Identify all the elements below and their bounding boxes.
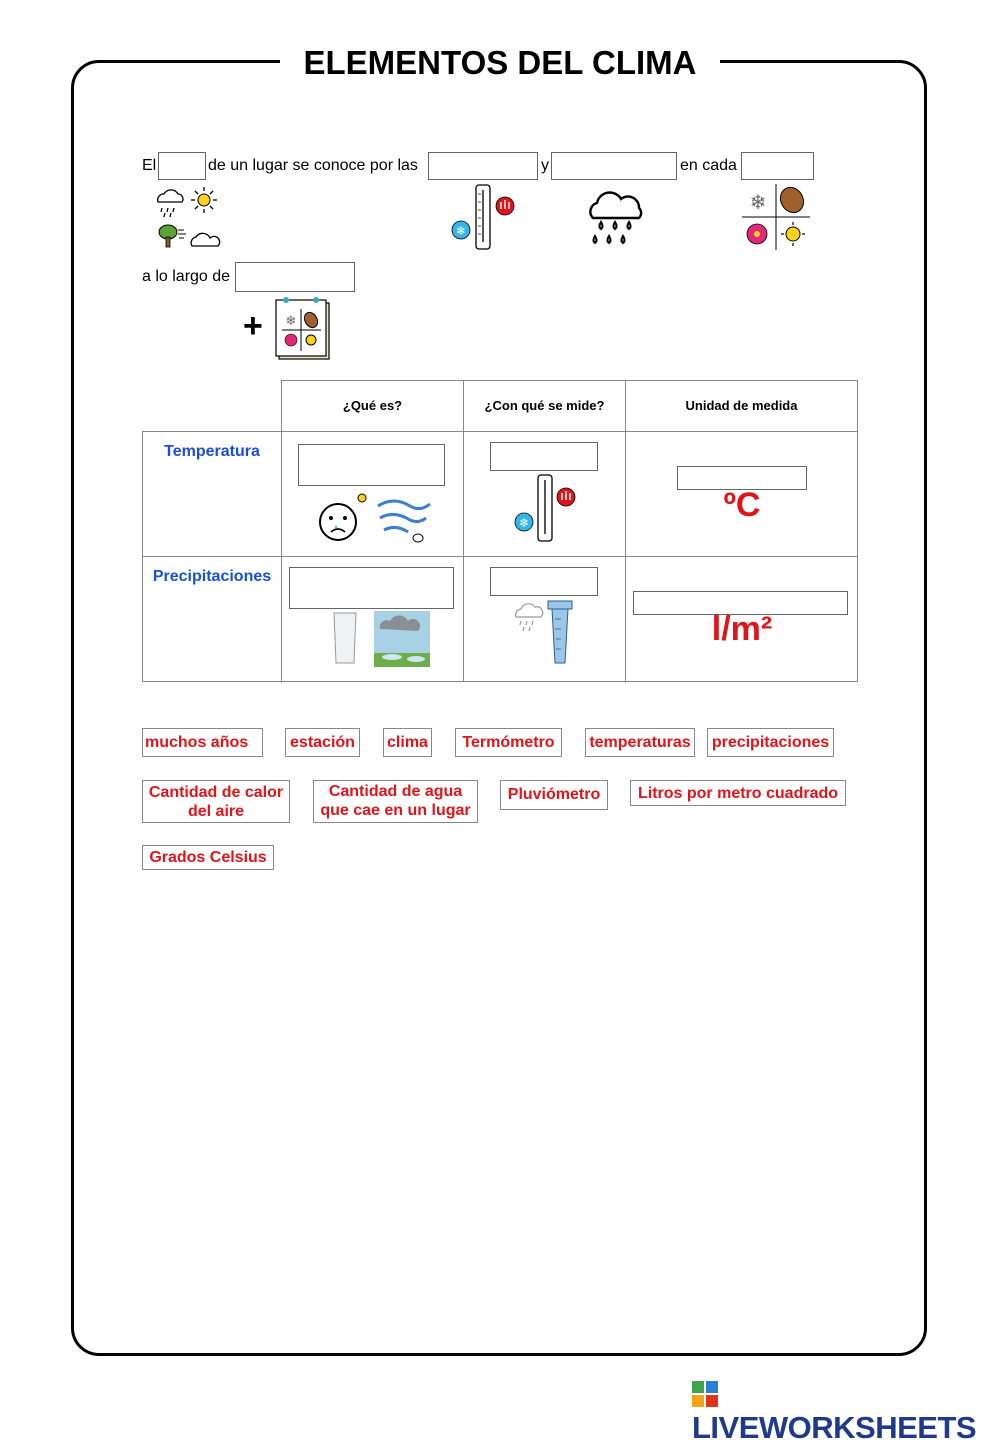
svg-text:❄: ❄ <box>749 190 767 214</box>
table-corner-cell <box>143 381 282 432</box>
answer-blank-4[interactable] <box>741 152 814 180</box>
answer-blank-temp-que-es[interactable] <box>298 444 445 486</box>
word-chip-litros-metro[interactable]: Litros por metro cuadrado <box>630 780 846 806</box>
water-glass-rain-icon <box>330 611 430 667</box>
liveworksheets-logo-icon <box>692 1381 718 1407</box>
row-label-temperatura: Temperatura <box>143 432 282 557</box>
word-chip-termometro[interactable]: Termómetro <box>455 728 562 757</box>
rain-cloud-icon <box>585 184 647 252</box>
unit-liters-per-m2: l/m² <box>711 610 773 648</box>
cell-temperatura-unidad <box>626 432 858 557</box>
cell-precipitaciones-con-que <box>464 557 626 682</box>
thermometer-icon <box>450 184 520 252</box>
word-chip-cantidad-agua[interactable]: Cantidad de agua que cae en un lugar <box>313 780 478 823</box>
answer-blank-1[interactable] <box>158 152 206 180</box>
row-label-precipitaciones: Precipitaciones <box>143 557 282 682</box>
page-title: ELEMENTOS DEL CLIMA <box>280 38 720 88</box>
word-chip-clima[interactable]: clima <box>383 728 432 757</box>
cell-temperatura-con-que <box>464 432 626 557</box>
weather-elements-table <box>142 380 858 682</box>
answer-blank-3[interactable] <box>551 152 677 180</box>
word-chip-grados-celsius[interactable]: Grados Celsius <box>142 845 274 870</box>
word-chip-pluviometro[interactable]: Pluviómetro <box>500 780 608 810</box>
thermometer-icon <box>512 474 578 544</box>
cell-precipitaciones-unidad <box>626 557 858 682</box>
sentence-word-el: El <box>142 157 157 174</box>
header-unidad-de-medida: Unidad de medida <box>626 381 858 432</box>
word-chip-temperaturas[interactable]: temperaturas <box>585 728 695 757</box>
answer-blank-2[interactable] <box>428 152 538 180</box>
word-chip-estacion[interactable]: estación <box>285 728 360 757</box>
word-chip-muchos-anos[interactable]: muchos años <box>142 728 263 757</box>
worksheet-frame <box>71 60 927 1356</box>
weather-pictogram-icon <box>152 184 222 252</box>
word-chip-precipitaciones[interactable]: precipitaciones <box>707 728 834 757</box>
liveworksheets-logo <box>692 1374 1000 1445</box>
svg-text:❄: ❄ <box>518 516 530 530</box>
svg-text:❄: ❄ <box>285 314 297 329</box>
cell-temperatura-que-es <box>282 432 464 557</box>
sentence-text-4: en cada <box>680 157 737 174</box>
answer-blank-temp-instrumento[interactable] <box>490 442 598 471</box>
cell-precipitaciones-que-es <box>282 557 464 682</box>
sentence-text-2: de un lugar se conoce por las <box>208 157 418 174</box>
unit-celsius: ºC <box>723 486 761 524</box>
hot-face-wind-icon <box>316 492 436 548</box>
svg-text:❄: ❄ <box>455 224 467 238</box>
calendar-icon <box>274 297 332 361</box>
seasons-icon <box>742 184 810 252</box>
answer-blank-5[interactable] <box>235 262 355 292</box>
plus-sign: + <box>243 307 263 345</box>
answer-blank-prec-que-es[interactable] <box>289 567 454 609</box>
header-que-es: ¿Qué es? <box>282 381 464 432</box>
sentence-word-y: y <box>541 157 549 174</box>
answer-blank-prec-instrumento[interactable] <box>490 567 598 596</box>
logo-text: LIVEWORKSHEETS <box>692 1410 977 1445</box>
word-chip-cantidad-calor[interactable]: Cantidad de calor del aire <box>142 780 290 823</box>
sentence-text-5: a lo largo de <box>142 268 231 285</box>
rain-gauge-icon <box>514 599 578 667</box>
header-con-que-se-mide: ¿Con qué se mide? <box>464 381 626 432</box>
